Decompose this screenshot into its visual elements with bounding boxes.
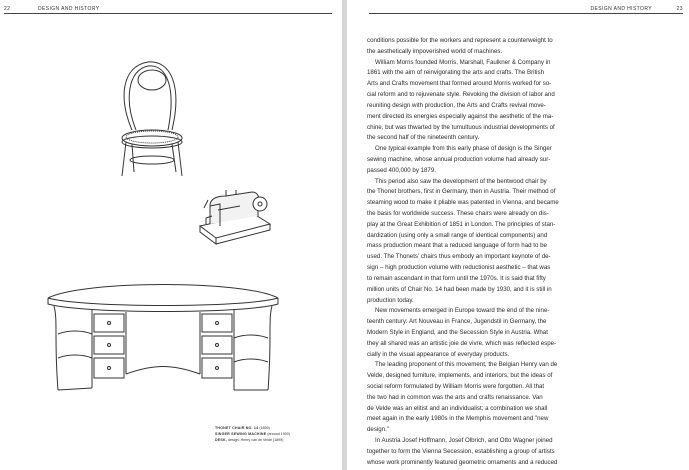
text-line: This period also saw the development of the bentwood chair by — [375, 177, 547, 185]
caption-name: SINGER SEWING MACHINE — [215, 432, 267, 437]
text-line: together to form the Vienna Secession, establishing a group of artists — [367, 447, 555, 455]
text-line: steaming wood to make it pliable was patented in Vienna, and became — [367, 199, 559, 207]
text-line: the basis for worldwide success. These chairs were already on dis- — [367, 210, 549, 217]
header-rule-left — [4, 13, 332, 14]
right-page — [347, 0, 689, 470]
page-number-right: 23 — [676, 6, 683, 12]
text-line: Arts and Crafts movement that formed around Morris worked for so- — [367, 80, 552, 88]
text-line: ment directed its energies especially against the aesthetic of the ma- — [367, 112, 554, 120]
text-line: mass production meant that a reduced language of form had to be — [367, 242, 547, 250]
text-line: sign – high production volume with reductionist aesthetic – that was — [367, 264, 551, 272]
text-line: meet again in the early 1980s in the Memphis movement and "new — [367, 415, 549, 423]
caption-name: THONET CHAIR NO. 14 — [215, 426, 259, 430]
text-line: social reform formulated by William Morris were forgotten. All that — [367, 383, 545, 390]
text-line: to remain ascendant in that form until the 1970s. It is said that fifty — [367, 274, 546, 282]
text-line: passed 400,000 by 1879. — [367, 166, 436, 174]
body-text — [367, 36, 667, 469]
van-de-velde-desk-illustration — [44, 280, 282, 398]
text-line: the second half of the nineteenth century. — [367, 134, 480, 142]
text-line: the aesthetically impoverished world of machines. — [367, 47, 503, 55]
singer-sewing-machine-illustration — [196, 186, 272, 248]
caption-detail: design: Henry van de Velde (1899) — [227, 438, 284, 443]
text-line: Modern Style in England, and the Secession Style in Austria. What — [367, 328, 548, 336]
text-line: conditions possible for the workers and represent a counterweight to — [367, 37, 553, 44]
text-line: William Morris founded Morris, Marshall, Faulkner & Company in — [375, 58, 551, 66]
text-line: million units of Chair No. 14 had been made by 1930, and it is still in — [367, 285, 552, 293]
caption-detail: (1859) — [259, 426, 270, 430]
text-line: Velde, designed furniture, implements, and interiors, but the ideas of — [367, 372, 553, 380]
text-line: the Thonet brothers, first in Germany, then in Austria. Their method of — [367, 188, 556, 196]
thonet-chair-illustration — [110, 58, 192, 180]
text-line: the two had in common was the arts and crafts renaissance. Van — [367, 393, 543, 401]
text-line: de Velde was an elitist and an individualist; a combination we shall — [367, 404, 548, 412]
text-line: sewing machine, whose annual production volume had already sur- — [367, 155, 551, 163]
caption-name: DESK, — [215, 438, 227, 443]
text-line: 1861 with the aim of reinvigorating the arts and crafts. The British — [367, 69, 545, 77]
text-line: used. The Thonets' chairs thus embody an important keynote of de- — [367, 253, 551, 261]
text-line: teenth century: Art Nouveau in France, Jugendstil in Germany, the — [367, 318, 547, 326]
page-number-left: 22 — [4, 6, 11, 12]
text-line: One typical example from this early phase of design is the Singer — [375, 145, 552, 153]
text-line: In Austria Josef Hoffmann, Josef Olbrich, and Otto Wagner joined — [375, 437, 553, 445]
running-head-right: DESIGN AND HISTORY — [590, 6, 652, 12]
text-line: production today. — [367, 296, 414, 304]
running-head-left: DESIGN AND HISTORY — [38, 6, 100, 12]
text-line: New movements emerged in Europe toward the end of the nine- — [375, 307, 550, 315]
left-page — [0, 0, 342, 470]
text-line: whose work prominently featured geometric ornaments and a reduced — [367, 458, 558, 466]
text-line: they all shared was an artistic joie de vivre, which was reflected espe- — [367, 339, 557, 347]
text-line: play at the Great Exhibition of 1851 in London. The principles of stan- — [367, 220, 556, 228]
caption-desk — [215, 437, 340, 443]
header-rule-right — [369, 13, 683, 14]
text-line: cially in the visual appearance of everyday products. — [367, 350, 510, 358]
text-line: reuniting design with production, the Arts and Crafts revival move- — [367, 101, 546, 109]
text-line: The leading proponent of this movement, the Belgian Henry van de — [375, 361, 558, 369]
text-line: cial reform and to rejuvenate style. Revoking the division of labor and — [367, 91, 555, 99]
text-line: dardization (using only a small range of identical components) and — [367, 231, 548, 239]
text-line: chine, but was thwarted by the tumultuous industrial developments of — [367, 123, 555, 131]
figure-captions — [215, 425, 340, 444]
text-line: design." — [367, 426, 389, 434]
caption-detail: (around 1900) — [267, 432, 290, 437]
